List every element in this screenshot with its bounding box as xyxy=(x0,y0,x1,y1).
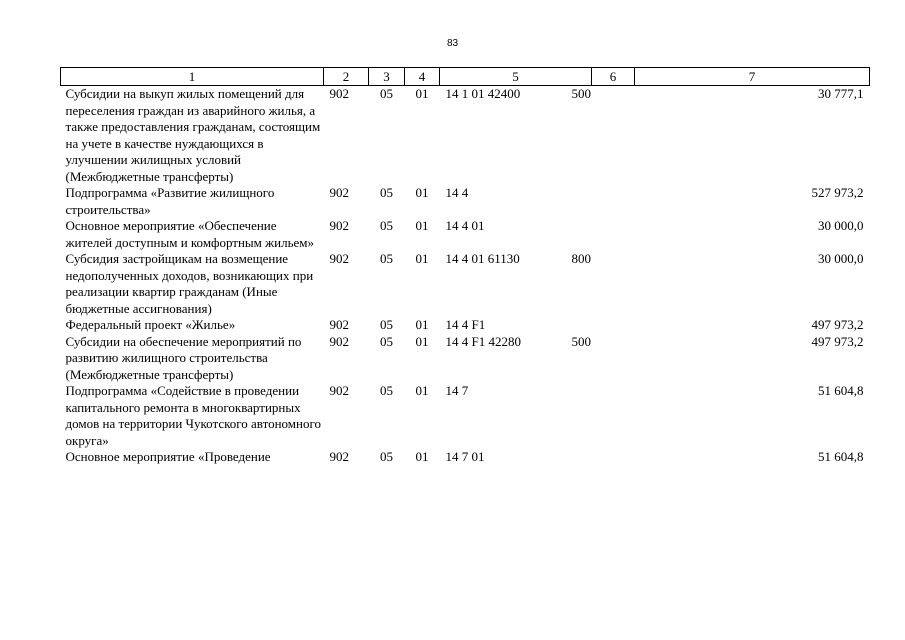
row-subsection-code: 01 xyxy=(415,251,429,266)
row-subsection-code: 01 xyxy=(415,383,429,398)
row-target-code: 14 7 xyxy=(445,383,469,398)
header-col-5: 5 xyxy=(440,68,592,86)
row-amount: 30 777,1 xyxy=(818,86,864,101)
row-ministry-code: 902 xyxy=(329,449,349,464)
row-section-code: 05 xyxy=(380,218,393,233)
header-col-7: 7 xyxy=(635,68,870,86)
row-target-code: 14 4 F1 42280 xyxy=(445,333,521,349)
row-section-code: 05 xyxy=(380,449,393,464)
header-row xyxy=(61,68,870,86)
row-section-code: 05 xyxy=(380,185,393,200)
row-amount: 497 973,2 xyxy=(811,317,864,332)
page-number: 83 xyxy=(446,38,459,49)
row-name: Субсидии на выкуп жилых помещений для переселения граждан из аварийного жилья, а также предоставления гражданам, состоящим на учете в качестве нуждающихся в улучшении жилищных условий (Межбюджетные трансферты) xyxy=(65,86,321,184)
row-amount: 497 973,2 xyxy=(811,333,864,349)
row-section-code: 05 xyxy=(380,383,393,398)
row-expense-type: 800 xyxy=(571,251,591,266)
row-amount: 51 604,8 xyxy=(818,449,864,464)
budget-table xyxy=(60,67,870,466)
row-name: Субсидия застройщикам на возмещение недополученных доходов, возникающих при реализации квартир гражданам (Иные бюджетные ассигнования) xyxy=(65,251,314,316)
header-col-1: 1 xyxy=(61,68,324,86)
row-target-code: 14 4 01 61130 xyxy=(445,251,520,266)
row-subsection-code: 01 xyxy=(415,185,429,200)
header-col-4: 4 xyxy=(405,68,440,86)
table-row xyxy=(61,86,870,186)
row-subsection-code: 01 xyxy=(415,218,429,233)
table-row xyxy=(61,383,870,449)
row-amount: 30 000,0 xyxy=(818,251,864,266)
row-name: Подпрограмма «Содействие в проведении капитального ремонта в многоквартирных домов на территории Чукотского автономного округа» xyxy=(65,383,321,448)
row-name: Основное мероприятие «Обеспечение жителей доступным и комфортным жильем» xyxy=(65,218,314,250)
table-row xyxy=(61,317,870,334)
table-row xyxy=(61,218,870,251)
row-ministry-code: 902 xyxy=(329,333,349,349)
row-ministry-code: 902 xyxy=(329,218,349,233)
row-target-code: 14 7 01 xyxy=(445,449,485,464)
row-name: Подпрограмма «Развитие жилищного строительства» xyxy=(65,185,275,217)
row-ministry-code: 902 xyxy=(329,383,349,398)
row-subsection-code: 01 xyxy=(415,86,429,101)
row-name: Федеральный проект «Жилье» xyxy=(65,317,236,332)
table-row xyxy=(61,185,870,218)
row-subsection-code: 01 xyxy=(415,333,429,349)
row-subsection-code: 01 xyxy=(415,449,429,464)
row-ministry-code: 902 xyxy=(329,185,349,200)
row-ministry-code: 902 xyxy=(329,251,349,266)
row-section-code: 05 xyxy=(380,317,393,332)
row-target-code: 14 4 01 xyxy=(445,218,485,233)
row-name: Основное мероприятие «Проведение xyxy=(65,449,271,464)
header-col-6: 6 xyxy=(592,68,635,86)
row-amount: 51 604,8 xyxy=(818,383,864,398)
row-name: Субсидии на обеспечение мероприятий по развитию жилищного строительства (Межбюджетные трансферты) xyxy=(65,333,302,382)
row-target-code: 14 1 01 42400 xyxy=(445,86,521,101)
table-row xyxy=(61,251,870,317)
row-section-code: 05 xyxy=(380,251,393,266)
row-ministry-code: 902 xyxy=(329,317,349,332)
table-row xyxy=(61,334,870,384)
row-subsection-code: 01 xyxy=(415,317,429,332)
row-section-code: 05 xyxy=(380,86,393,101)
row-section-code: 05 xyxy=(380,333,393,349)
row-expense-type: 500 xyxy=(571,86,591,101)
row-ministry-code: 902 xyxy=(329,86,349,101)
header-col-2: 2 xyxy=(324,68,369,86)
row-target-code: 14 4 F1 xyxy=(445,317,486,332)
table-row xyxy=(61,449,870,466)
row-amount: 30 000,0 xyxy=(818,218,864,233)
row-amount: 527 973,2 xyxy=(811,185,864,200)
row-expense-type: 500 xyxy=(571,333,591,349)
header-col-3: 3 xyxy=(369,68,405,86)
row-target-code: 14 4 xyxy=(445,185,469,200)
